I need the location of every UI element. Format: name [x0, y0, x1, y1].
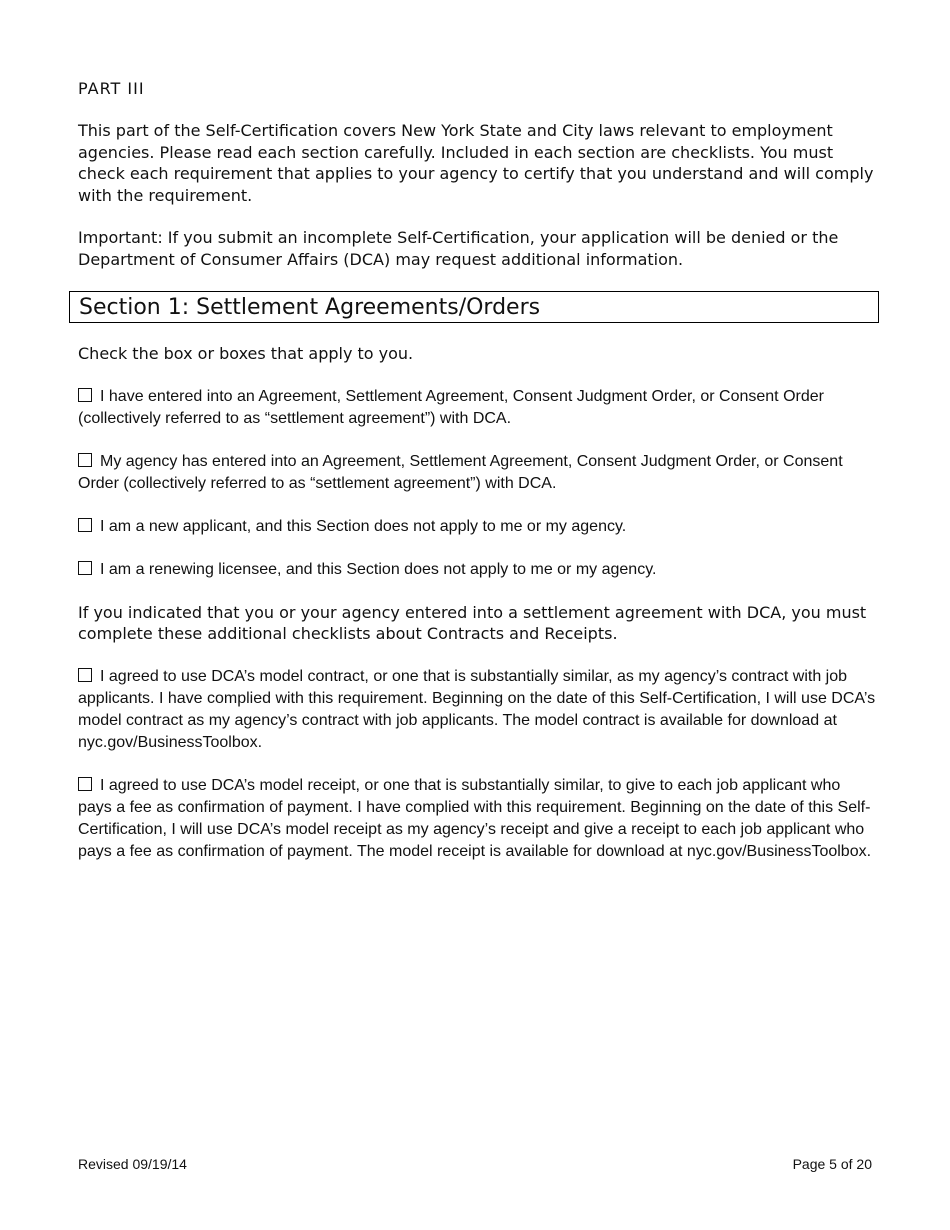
section-header	[69, 291, 879, 323]
checkbox-new-applicant[interactable]	[78, 518, 92, 532]
intro-paragraph: This part of the Self-Certification covers New York State and City laws relevant to employment agencies. Please read each section carefully. Included in each section are checklists. You must check each requirement that applies to your agency to certify that you understand and will comply with the requirement.	[78, 121, 874, 205]
checklist-option	[78, 775, 878, 863]
section-title: Section 1: Settlement Agreements/Orders	[79, 294, 541, 320]
checklist-option-label: I am a renewing licensee, and this Section does not apply to me or my agency.	[100, 560, 657, 578]
document-page	[78, 78, 878, 884]
page-number: Page 5 of 20	[792, 1156, 872, 1172]
section-instruction: Check the box or boxes that apply to you.	[78, 344, 414, 363]
checklist-option-label: I agreed to use DCA’s model receipt, or one that is substantially similar, to give to each job applicant who pays a fee as confirmation of payment. I have complied with this requirement. Beginning on the date of this Self-Certification, I will use DCA’s model receipt as my agency’s receipt and give a receipt to each job applicant who pays a fee as confirmation of payment. The model receipt is available for download at nyc.gov/BusinessToolbox.	[78, 776, 872, 860]
revised-date: Revised 09/19/14	[78, 1156, 187, 1172]
checkbox-model-contract[interactable]	[78, 668, 92, 682]
checkbox-icon	[78, 668, 92, 682]
checklist-option-label: My agency has entered into an Agreement, Settlement Agreement, Consent Judgment Order, or Consent Order (collectively referred to as “settlement agreement”) with DCA.	[78, 452, 843, 492]
important-paragraph: Important: If you submit an incomplete Self-Certification, your application will be denied or the Department of Consumer Affairs (DCA) may request additional information.	[78, 228, 839, 269]
checklist-option	[78, 451, 878, 495]
checkbox-model-receipt[interactable]	[78, 777, 92, 791]
checkbox-settlement-agency[interactable]	[78, 453, 92, 467]
checkbox-icon	[78, 388, 92, 402]
checklist-option-label: I am a new applicant, and this Section does not apply to me or my agency.	[100, 517, 627, 535]
followup-paragraph: If you indicated that you or your agency entered into a settlement agreement with DCA, you must complete these additional checklists about Contracts and Receipts.	[78, 602, 867, 643]
checkbox-icon	[78, 561, 92, 575]
page-footer	[78, 1156, 872, 1172]
checklist-option-label: I have entered into an Agreement, Settlement Agreement, Consent Judgment Order, or Consent Order (collectively referred to as “settlement agreement”) with DCA.	[78, 387, 824, 427]
checklist-option	[78, 386, 878, 430]
checkbox-settlement-self[interactable]	[78, 388, 92, 402]
checkbox-renewing-licensee[interactable]	[78, 561, 92, 575]
checkbox-icon	[78, 518, 92, 532]
checklist-option-label: I agreed to use DCA’s model contract, or one that is substantially similar, as my agency’s contract with job applicants. I have complied with this requirement. Beginning on the date of this Self-Certification, I will use DCA’s model contract as my agency’s contract with job applicants. The model contract is available for download at nyc.gov/BusinessToolbox.	[78, 667, 876, 751]
checklist-option	[78, 666, 878, 754]
checklist-option	[78, 516, 878, 538]
checkbox-icon	[78, 777, 92, 791]
part-title: PART III	[78, 79, 145, 98]
checklist-option	[78, 559, 878, 581]
checkbox-icon	[78, 453, 92, 467]
